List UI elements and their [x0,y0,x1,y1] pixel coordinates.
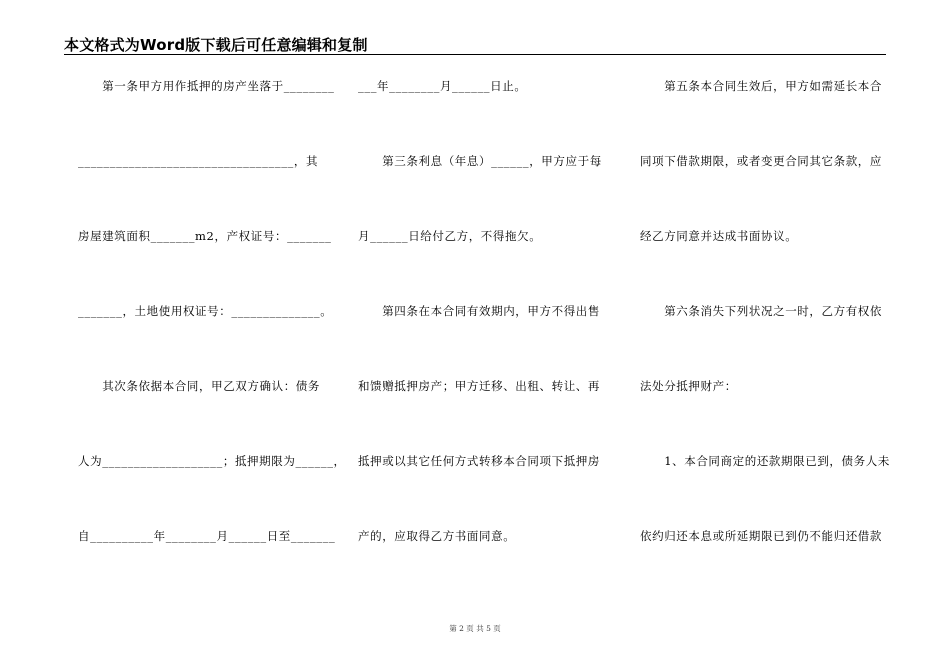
text-line: 月______日给付乙方，不得拖欠。 [358,229,542,243]
text-line: 1、本合同商定的还款期限已到，债务人未 [640,454,890,468]
page-number-footer: 第 2 页 共 5 页 [449,624,501,633]
text-line: 自__________年________月______日至_______ [78,529,336,543]
text-line: 第一条甲方用作抵押的房产坐落于________ [78,79,335,93]
text-line: 其次条依据本合同，甲乙双方确认：债务 [78,379,320,393]
text-line: 第六条消失下列状况之一时，乙方有权依 [640,304,882,318]
document-header-title: 本文格式为Word版下载后可任意编辑和复制 [64,36,368,54]
text-line: 经乙方同意并达成书面协议。 [640,229,798,243]
text-line: 产的，应取得乙方书面同意。 [358,529,516,543]
text-line: 第四条在本合同有效期内，甲方不得出售 [358,304,600,318]
text-line: 人为___________________；抵押期限为______， [78,454,346,468]
text-line: _______，土地使用权证号：______________。 [78,304,333,318]
header-divider [64,54,886,55]
text-line: __________________________________，其 [78,154,319,168]
text-line: 房屋建筑面积_______m2，产权证号：_______ [78,229,332,243]
text-line: 同项下借款期限，或者变更合同其它条款，应 [640,154,882,168]
text-line: 第五条本合同生效后，甲方如需延长本合 [640,79,882,93]
text-line: 抵押或以其它任何方式转移本合同项下抵押房 [358,454,600,468]
text-line: 法处分抵押财产： [640,379,737,393]
text-line: ___年________月______日止。 [358,79,527,93]
text-line: 第三条利息（年息）______，甲方应于每 [358,154,602,168]
text-line: 依约归还本息或所延期限已到仍不能归还借款 [640,529,882,543]
text-line: 和馈赠抵押房产；甲方迁移、出租、转让、再 [358,379,600,393]
